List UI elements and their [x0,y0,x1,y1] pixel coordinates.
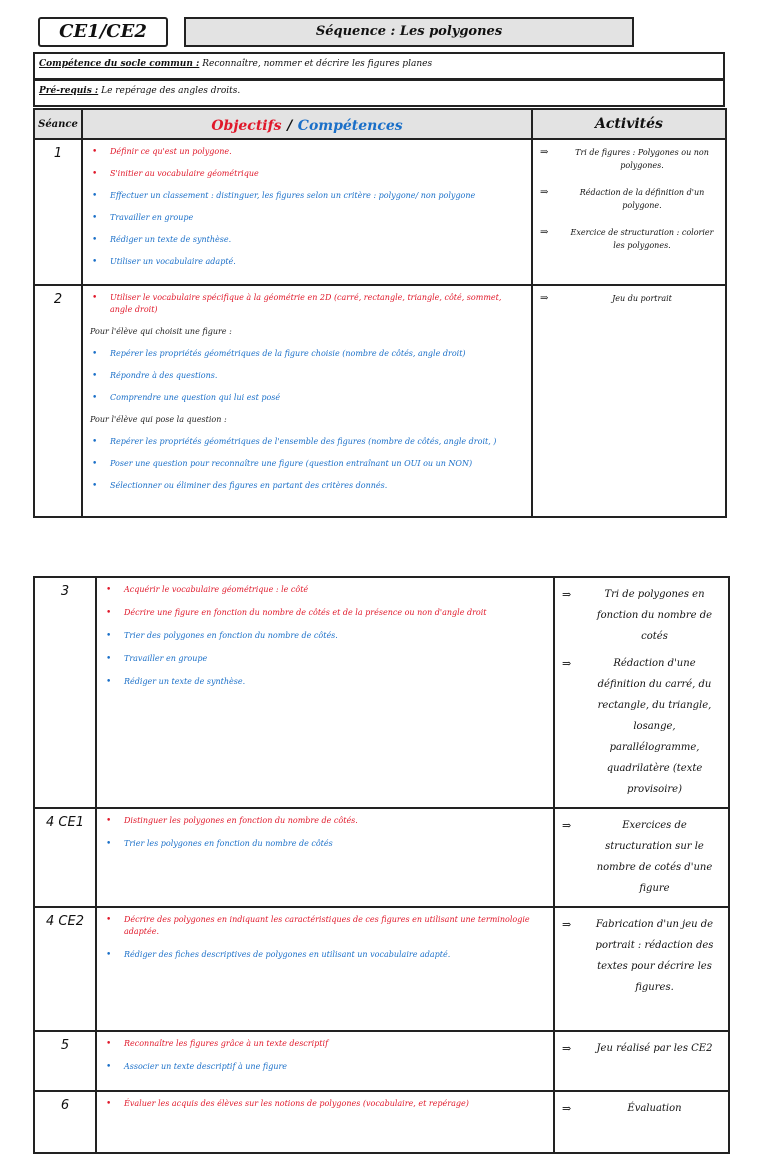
objectives-list [98,1098,552,1110]
arrow-icon: ⇒ [562,918,572,931]
bullet-icon: • [92,349,98,359]
objective-item [102,815,546,827]
header-objectifs-competences [82,109,532,139]
activities-cell [554,808,729,907]
objective-text: Repérer les propriétés géométriques de la figure choisie (nombre de côtés, angle droit) [110,349,466,358]
objective-text: Décrire une figure en fonction du nombre de côtés et de la présence ou non d'angle droit [124,608,487,617]
objectives-list [84,146,530,268]
competence-text: Reconnaître, nommer et décrire les figures planes [202,59,433,69]
objective-text: Associer un texte descriptif à une figure [124,1062,288,1071]
objectives-list [98,914,552,961]
bullet-icon: • [106,631,112,641]
objective-item [88,436,524,448]
bullet-icon: • [92,459,98,469]
activities-cell [532,285,726,517]
session-number: 2 [34,285,82,517]
prereq-text: Le repérage des angles droits. [101,86,241,96]
bullet-icon: • [92,371,98,381]
session-number: 6 [34,1091,96,1153]
objective-text: Comprendre une question qui lui est posé [110,393,281,402]
header-activites: Activités [532,109,726,139]
prereq-label: Pré-requis : [39,86,99,96]
header-objectifs: Objectifs [211,117,282,134]
objective-item [102,676,546,688]
sequence-table-1 [33,108,727,518]
objective-text: Distinguer les polygones en fonction du nombre de côtés. [124,816,358,825]
objectives-cell [96,1031,554,1091]
objective-item [102,914,546,938]
session-row [34,808,729,907]
header-competences: Compétences [297,117,403,134]
activities-cell [554,1091,729,1153]
activities-list [556,815,727,899]
session-number: 4 CE2 [34,907,96,1031]
competence-row [33,52,725,80]
objective-text: Pour l'élève qui pose la question : [90,415,227,424]
objective-text: Travailler en groupe [110,213,194,222]
activity-item [560,914,721,998]
objective-item [88,480,524,492]
activities-cell [554,577,729,808]
objective-item [88,256,524,268]
objective-text: Repérer les propriétés géométriques de l'ensemble des figures (nombre de côtés, angle droit, ) [110,437,497,446]
arrow-icon: ⇒ [540,227,549,238]
objectives-cell [82,139,532,285]
activity-text: Rédaction de la définition d'un polygone. [579,188,705,210]
bullet-icon: • [106,1099,112,1109]
objective-item [88,212,524,224]
objective-item [102,584,546,596]
objective-item [88,292,524,316]
activity-text: Fabrication d'un jeu de portrait : rédaction des textes pour décrire les figures. [595,919,714,993]
bullet-icon: • [92,169,98,179]
objective-item [88,370,524,382]
bullet-icon: • [92,147,98,157]
objective-item [88,348,524,360]
sequence-title-box [184,17,634,47]
activity-item [560,584,721,647]
activities-list [556,1038,727,1059]
bullet-icon: • [106,1039,112,1049]
objectives-cell [96,577,554,808]
header-seance: Séance [34,109,82,139]
objective-text: Acquérir le vocabulaire géométrique : le côté [124,585,309,594]
header-separator: / [287,117,293,134]
activity-text: Tri de figures : Polygones ou non polygones. [575,148,709,170]
activity-text: Tri de polygones en fonction du nombre de cotés [596,589,713,642]
objective-text: Utiliser un vocabulaire adapté. [110,257,236,266]
activity-item [560,1098,721,1119]
objective-text: Reconnaître les figures grâce à un texte descriptif [124,1039,329,1048]
objective-item [88,190,524,202]
objectives-list [84,292,530,492]
arrow-icon: ⇒ [562,819,572,832]
objective-text: S'initier au vocabulaire géométrique [110,169,259,178]
activity-text: Évaluation [627,1103,682,1114]
objective-text: Trier les polygones en fonction du nombre de côtés [124,839,333,848]
activity-item [560,1038,721,1059]
prereq-row [33,79,725,107]
objective-item [102,607,546,619]
bullet-icon: • [92,393,98,403]
bullet-icon: • [106,950,112,960]
sequence-table-2 [33,576,730,1154]
objective-item [102,630,546,642]
arrow-icon: ⇒ [540,293,549,304]
objective-text: Sélectionner ou éliminer des figures en partant des critères donnés. [110,481,388,490]
bullet-icon: • [106,585,112,595]
bullet-icon: • [92,293,98,303]
objective-text: Rédiger un texte de synthèse. [124,677,246,686]
bullet-icon: • [106,608,112,618]
objective-text: Utiliser le vocabulaire spécifique à la géométrie en 2D (carré, rectangle, triangle, côté, sommet, angle droit) [110,293,502,314]
bullet-icon: • [106,915,112,925]
objective-note [88,414,524,426]
arrow-icon: ⇒ [562,588,572,601]
arrow-icon: ⇒ [540,147,549,158]
objective-item [102,949,546,961]
objective-text: Trier des polygones en fonction du nombre de côtés. [124,631,338,640]
bullet-icon: • [92,437,98,447]
objective-item [102,838,546,850]
session-row [34,577,729,808]
objectives-cell [96,907,554,1031]
objective-text: Pour l'élève qui choisit une figure : [90,327,232,336]
session-number: 1 [34,139,82,285]
session-number: 5 [34,1031,96,1091]
objective-item [88,458,524,470]
objective-text: Définir ce qu'est un polygone. [110,147,232,156]
activity-item [538,146,718,172]
bullet-icon: • [106,654,112,664]
sequence-title: Séquence : Les polygones [315,24,503,39]
activity-text: Jeu réalisé par les CE2 [596,1043,713,1054]
activity-item [538,226,718,252]
arrow-icon: ⇒ [562,1042,572,1055]
activity-item [560,653,721,800]
objective-item [88,168,524,180]
activity-item [538,292,718,305]
bullet-icon: • [92,481,98,491]
objective-item [102,653,546,665]
objective-item [102,1038,546,1050]
activity-text: Exercice de structuration : colorier les polygones. [570,228,714,250]
activity-item [538,186,718,212]
objectives-cell [96,808,554,907]
objective-text: Travailler en groupe [124,654,208,663]
objective-item [88,146,524,158]
objective-note [88,326,524,338]
objective-text: Évaluer les acquis des élèves sur les notions de polygones (vocabulaire, et repérage) [124,1099,469,1108]
objective-item [88,234,524,246]
activities-cell [554,1031,729,1091]
objectives-list [98,1038,552,1073]
table-header-row [34,109,726,139]
objectives-list [98,584,552,688]
session-row [34,139,726,285]
activities-list [534,292,724,305]
arrow-icon: ⇒ [562,657,572,670]
bullet-icon: • [92,191,98,201]
objective-item [88,392,524,404]
session-row [34,1091,729,1153]
class-level: CE1/CE2 [59,21,147,42]
activity-text: Jeu du portrait [612,294,672,303]
activity-item [560,815,721,899]
session-number: 3 [34,577,96,808]
objectives-cell [82,285,532,517]
session-row [34,1031,729,1091]
objective-text: Effectuer un classement : distinguer, les figures selon un critère : polygone/ non polygone [110,191,476,200]
bullet-icon: • [106,1062,112,1072]
bullet-icon: • [92,213,98,223]
bullet-icon: • [106,816,112,826]
activities-cell [554,907,729,1031]
activities-list [556,914,727,998]
objective-text: Rédiger un texte de synthèse. [110,235,232,244]
activities-cell [532,139,726,285]
session-row [34,907,729,1031]
activity-text: Rédaction d'une définition du carré, du rectangle, du triangle, losange, parallélogramme, quadrilatère (texte provisoire) [597,658,712,795]
activities-list [556,584,727,800]
activities-list [556,1098,727,1119]
bullet-icon: • [106,839,112,849]
objective-item [102,1061,546,1073]
activity-text: Exercices de structuration sur le nombre de cotés d'une figure [596,820,713,894]
competence-label: Compétence du socle commun : [39,59,200,69]
class-level-box [38,17,168,47]
objective-text: Poser une question pour reconnaître une figure (question entraînant un OUI ou un NON) [110,459,473,468]
activities-list [534,146,724,252]
objective-text: Rédiger des fiches descriptives de polygones en utilisant un vocabulaire adapté. [124,950,451,959]
bullet-icon: • [106,677,112,687]
bullet-icon: • [92,235,98,245]
arrow-icon: ⇒ [540,187,549,198]
session-row [34,285,726,517]
session-number: 4 CE1 [34,808,96,907]
objectives-cell [96,1091,554,1153]
objectives-list [98,815,552,850]
arrow-icon: ⇒ [562,1102,572,1115]
objective-text: Répondre à des questions. [110,371,218,380]
objective-item [102,1098,546,1110]
bullet-icon: • [92,257,98,267]
objective-text: Décrire des polygones en indiquant les caractéristiques de ces figures en utilisant une terminologie adaptée. [124,915,530,936]
